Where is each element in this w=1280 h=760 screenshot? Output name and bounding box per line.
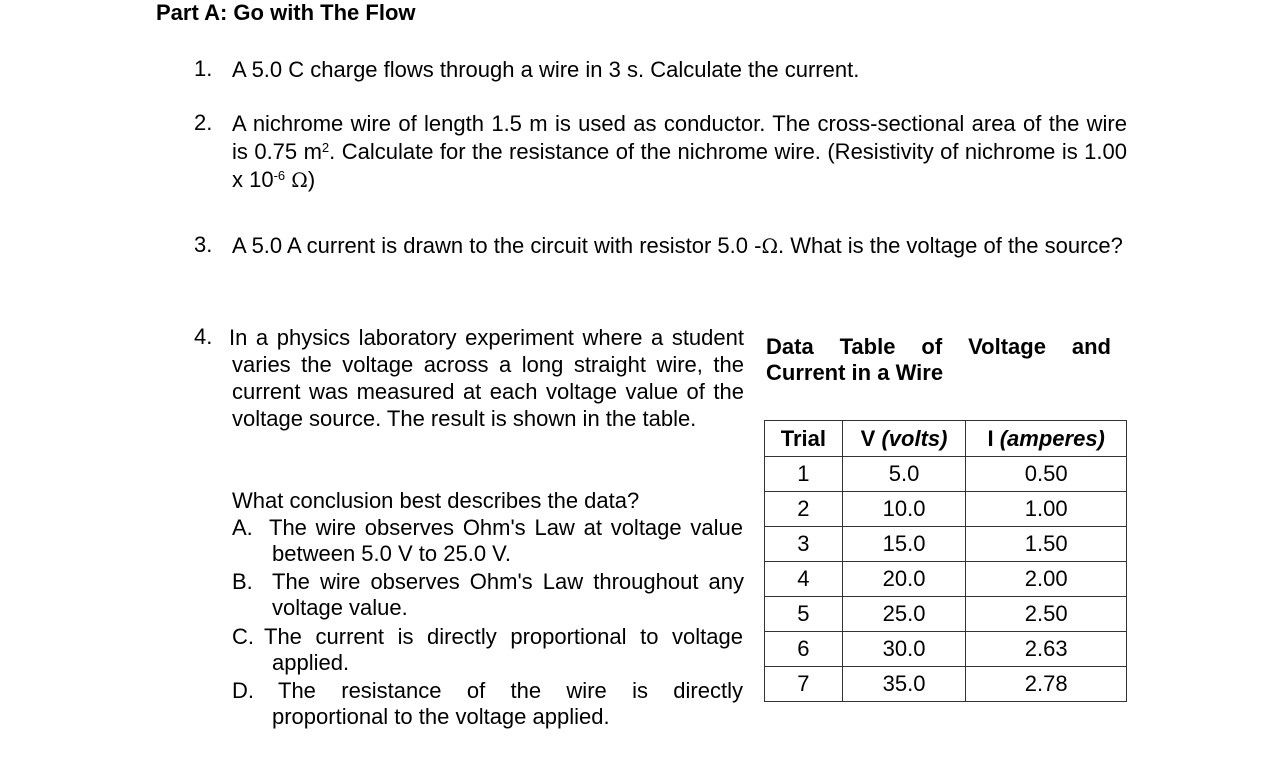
table-row — [765, 527, 1127, 562]
cell-trial: 2 — [765, 492, 843, 527]
cell-current: 2.63 — [966, 632, 1127, 667]
option-a — [232, 515, 743, 567]
option-text: The wire observes Ohm's Law at voltage value between 5.0 V to 25.0 V. — [269, 515, 743, 566]
cell-current: 2.50 — [966, 597, 1127, 632]
table-row — [765, 597, 1127, 632]
option-text: The current is directly proportional to voltage applied. — [264, 624, 743, 675]
cell-voltage: 25.0 — [842, 597, 966, 632]
table-row — [765, 632, 1127, 667]
option-c — [232, 624, 743, 676]
header-current: I (amperes) — [966, 421, 1127, 457]
question-1-number: 1. — [194, 56, 213, 81]
cell-voltage: 30.0 — [842, 632, 966, 667]
table-header-row — [765, 421, 1127, 457]
cell-trial: 5 — [765, 597, 843, 632]
cell-trial: 3 — [765, 527, 843, 562]
option-text: The resistance of the wire is directly proportional to the voltage applied. — [272, 678, 743, 729]
cell-trial: 4 — [765, 562, 843, 597]
question-2-text: A nichrome wire of length 1.5 m is used as conductor. The cross-sectional area of the wire is 0.75 $m^2$. Calculate for the resistance of the nichrome wire. (Resistivity of nichrome is 1.00 x $10^{-6}$ Ω) — [232, 111, 1127, 192]
ohm-symbol: Ω — [761, 234, 779, 258]
question-2-number: 2. — [194, 110, 213, 135]
option-text: The wire observes Ohm's Law throughout any voltage value. — [272, 569, 744, 620]
cell-current: 0.50 — [966, 457, 1127, 492]
question-4-text: In a physics laboratory experiment where a student varies the voltage across a long straight wire, the current was measured at each voltage value of the voltage source. The result is shown in the table. — [229, 325, 744, 431]
header-voltage: V (volts) — [842, 421, 966, 457]
question-4-number: 4. — [194, 324, 213, 349]
option-letter: C. — [232, 624, 254, 649]
page-title: Part A: Go with The Flow — [156, 0, 416, 25]
ohm-symbol: Ω — [291, 168, 308, 192]
cell-voltage: 20.0 — [842, 562, 966, 597]
cell-trial: 7 — [765, 667, 843, 702]
table-row — [765, 562, 1127, 597]
question-1-text: A 5.0 C charge flows through a wire in 3 s. Calculate the current. — [232, 57, 860, 82]
header-trial: Trial — [765, 421, 843, 457]
question-3-number: 3. — [194, 232, 213, 257]
cell-current: 1.50 — [966, 527, 1127, 562]
data-table — [764, 420, 1127, 702]
table-row — [765, 667, 1127, 702]
option-b — [232, 569, 744, 621]
cell-trial: 1 — [765, 457, 843, 492]
cell-current: 2.78 — [966, 667, 1127, 702]
option-d — [232, 678, 743, 730]
question-4-prompt: What conclusion best describes the data? — [232, 488, 640, 513]
table-row — [765, 457, 1127, 492]
cell-trial: 6 — [765, 632, 843, 667]
cell-voltage: 35.0 — [842, 667, 966, 702]
cell-voltage: 10.0 — [842, 492, 966, 527]
option-letter: D. — [232, 678, 254, 703]
table-title: Data Table of Voltage and Current in a Wire — [766, 334, 1111, 385]
cell-current: 2.00 — [966, 562, 1127, 597]
option-letter: A. — [232, 515, 253, 540]
table-row — [765, 492, 1127, 527]
cell-voltage: 5.0 — [842, 457, 966, 492]
option-letter: B. — [232, 569, 253, 594]
cell-current: 1.00 — [966, 492, 1127, 527]
question-3-text: A 5.0 A current is drawn to the circuit with resistor 5.0 -Ω. What is the voltage of the source? — [232, 233, 1123, 258]
exponent-minus-6: -6 — [273, 168, 286, 183]
exponent-2: 2 — [321, 140, 330, 155]
cell-voltage: 15.0 — [842, 527, 966, 562]
